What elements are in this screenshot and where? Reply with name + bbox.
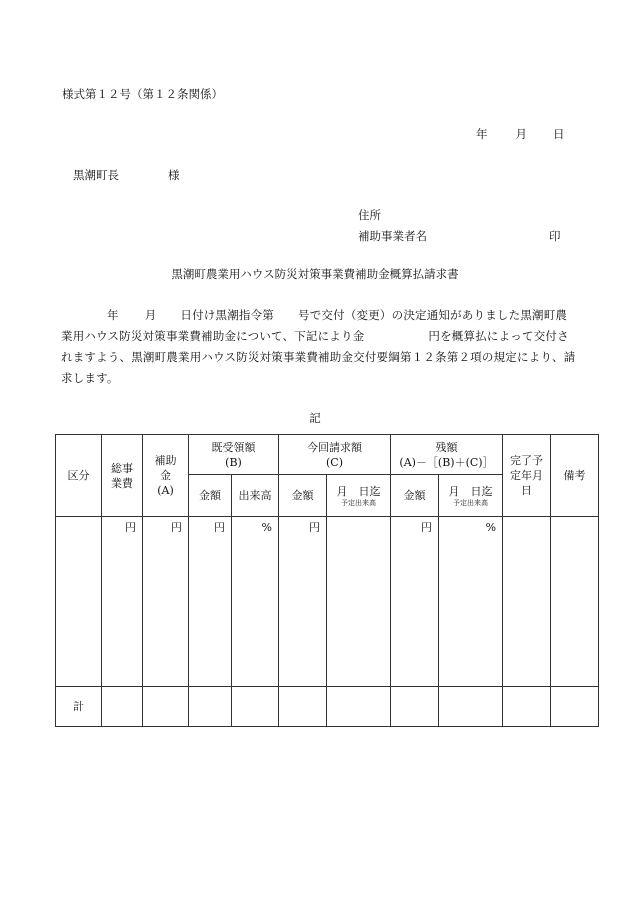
header-current: 今回請求額 (C) [279, 435, 391, 475]
cell-kubun [56, 517, 102, 687]
body-text-1: 日付け黒潮指令第 [180, 308, 275, 322]
header-received-amount: 金額 [189, 475, 232, 517]
document-title: 黒潮町農業用ハウス防災対策事業費補助金概算払請求書 [171, 267, 459, 281]
total-cell-4 [232, 687, 279, 727]
header-current-amount: 金額 [279, 475, 327, 517]
header-current-date: 月 日迄 予定出来高 [327, 475, 391, 517]
cell-remarks [551, 517, 599, 687]
date-line [476, 126, 565, 142]
cell-subsidy: 円 [143, 517, 189, 687]
address-label: 住所 [358, 208, 381, 222]
header-remaining: 残額 (A)－［(B)＋(C)］ [391, 435, 503, 475]
cell-received-progress: % [232, 517, 279, 687]
date-day: 日 [553, 127, 565, 141]
header-received: 既受領額 (B) [189, 435, 279, 475]
seal-mark: 印 [549, 229, 561, 243]
body-text-3: 円を概算払によって交付されますよう、黒潮町農業用ハウス防災対策事業費補助金交付要綱第１２条第２項の規定により、請求します。 [61, 329, 576, 385]
cell-remaining-amount: 円 [391, 517, 439, 687]
form-number: 様式第１２号（第１２条関係） [62, 87, 223, 101]
total-cell-1 [102, 687, 143, 727]
header-received-progress: 出来高 [232, 475, 279, 517]
header-subsidy: 補助 金 (A) [143, 435, 189, 517]
total-cell-3 [189, 687, 232, 727]
total-cell-8 [439, 687, 503, 727]
total-cell-5 [279, 687, 327, 727]
applicant-name-label: 補助事業者名 [358, 229, 427, 243]
cell-received-amount: 円 [189, 517, 232, 687]
cell-total-cost: 円 [102, 517, 143, 687]
addressee-suffix: 様 [168, 168, 180, 182]
ki-heading: 記 [309, 411, 321, 425]
body-month: 月 [144, 308, 157, 322]
addressee: 黒潮町長 [73, 168, 119, 182]
body-paragraph [61, 305, 576, 389]
header-completion: 完了予 定年月 日 [503, 435, 551, 517]
total-cell-10 [551, 687, 599, 727]
header-remaining-date: 月 日迄 予定出来高 [439, 475, 503, 517]
total-label: 計 [56, 687, 102, 727]
cell-completion [503, 517, 551, 687]
header-remaining-amount: 金額 [391, 475, 439, 517]
total-cell-6 [327, 687, 391, 727]
body-year: 年 [107, 308, 119, 322]
header-total-cost: 総事 業費 [102, 435, 143, 517]
date-year: 年 [476, 127, 488, 141]
request-table [55, 434, 599, 727]
header-remarks: 備考 [551, 435, 599, 517]
total-cell-7 [391, 687, 439, 727]
total-cell-2 [143, 687, 189, 727]
header-kubun: 区分 [56, 435, 102, 517]
date-month: 月 [515, 127, 527, 141]
cell-current-date [327, 517, 391, 687]
body-text-2: 号で交付（変更）の決定通知がありました黒潮町農業用ハウス防災対策事業費補助金について、下記により金 [61, 308, 568, 343]
cell-remaining-progress: % [439, 517, 503, 687]
cell-current-amount: 円 [279, 517, 327, 687]
total-cell-9 [503, 687, 551, 727]
